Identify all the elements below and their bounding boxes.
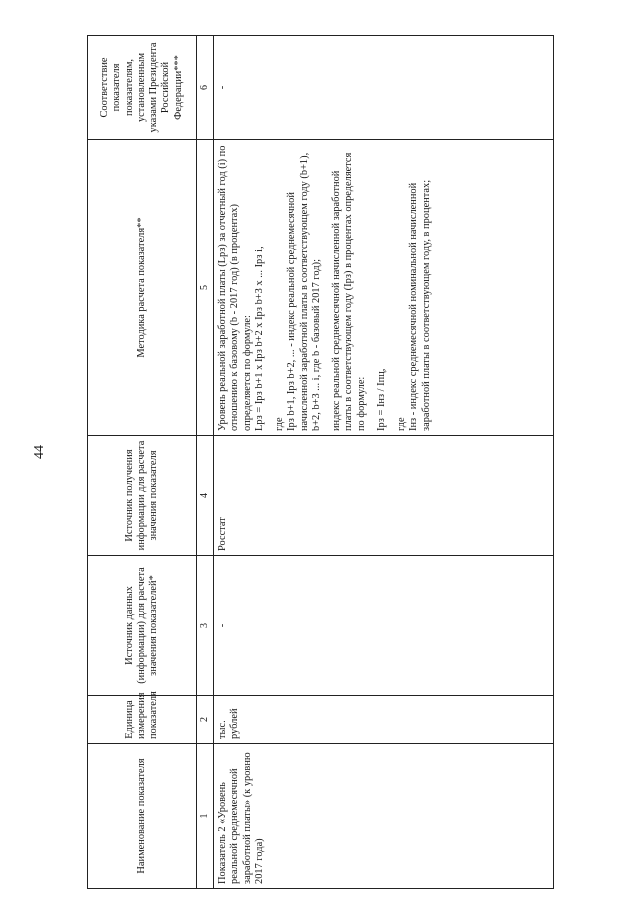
header-unit: Единица измерения показателя [88,696,197,744]
method-paragraph: Уровень реальной заработной платы (Lрз) за отчетный год (i) по отношению к базовому (b - 2017 год) (в процентах) определяется по формуле: [217,145,253,431]
table-row [214,36,554,889]
method-paragraph: где [396,417,408,431]
method-paragraph: индекс реальной среднемесячной начисленной заработной платы в соответствующем году (Iрз) в процентах определяется по формуле: [331,152,367,431]
compliance-value: - [214,36,554,140]
unit-value: тыс. рублей [214,696,554,744]
method-paragraph: Iрз b+1, Iрз b+2, ... - индекс реальной среднемесячной начисленной заработной платы в соответствующем году (b+1), b+2, b+3 ... i, где b - базовый 2017 год); [286,152,322,431]
column-number: 5 [197,140,214,436]
column-number: 4 [197,436,214,556]
method-paragraph: где [274,417,286,431]
method-formula: Iрз = Iнз / Iпц, [375,368,387,431]
method-formula: Lрз = Iрз b+1 x Iрз b+2 x Iрз b+3 x ... Iрз i, [253,246,265,431]
column-number-row [197,36,214,889]
header-row [88,36,197,889]
header-compliance: Соответствие показателя показателям, установленным указами Президента Российской Федерации*** [88,36,197,140]
header-indicator-name: Наименование показателя [88,744,197,889]
column-number: 6 [197,36,214,140]
column-number: 1 [197,744,214,889]
indicator-table [87,35,554,889]
header-info-source: Источник получения информации для расчета значения показателя [88,436,197,556]
method-paragraph: Iнз - индекс среднемесячной номинальной начисленной заработной платы в соответствующем году, в процентах; [408,179,432,431]
data-source-value: - [214,556,554,696]
rotated-table-wrapper [87,36,552,889]
column-number: 2 [197,696,214,744]
info-source-value: Росстат [214,436,554,556]
method-description [214,140,554,436]
header-method: Методика расчета показателя** [88,140,197,436]
header-data-source: Источник данных (информации) для расчета значения показателей* [88,556,197,696]
page-number: 44 [32,445,47,459]
indicator-name: Показатель 2 «Уровень реальной среднемесячной заработной платы» (к уровню 2017 года) [214,744,554,889]
column-number: 3 [197,556,214,696]
